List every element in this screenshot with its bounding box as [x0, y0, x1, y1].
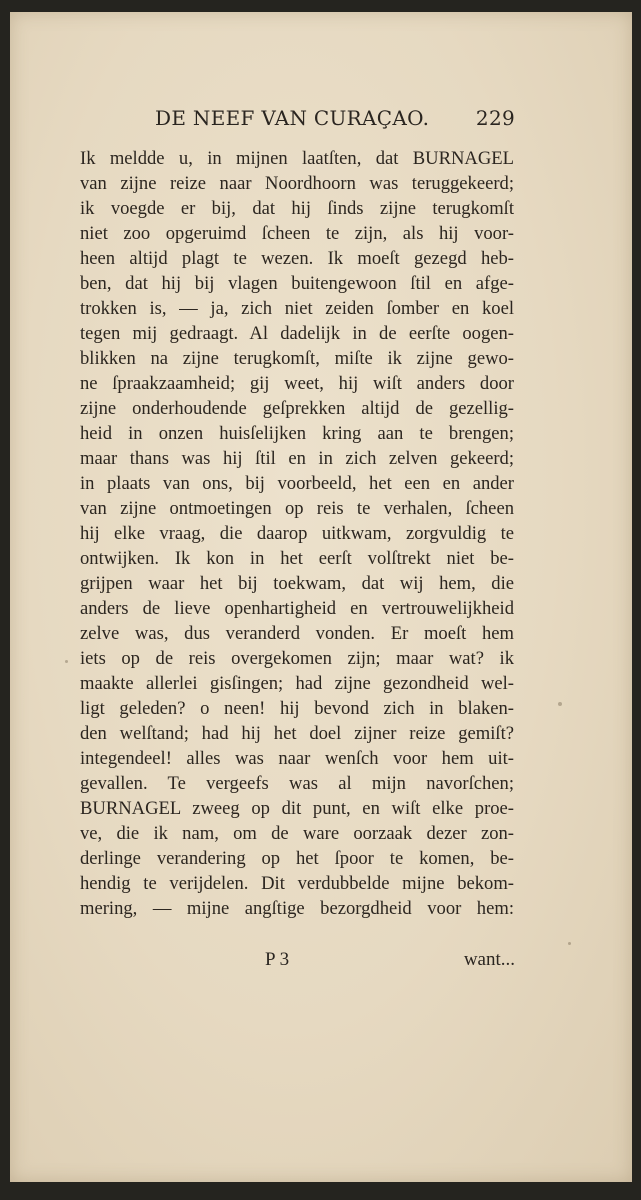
- text-line: iets op de reis overgekomen zijn; maar wat? ik: [80, 648, 514, 669]
- text-line: derlinge verandering op het ſpoor te komen, be-: [80, 848, 514, 869]
- text-line: blikken na zijne terugkomſt, miſte ik zijne gewo-: [80, 348, 514, 369]
- text-line: ve, die ik nam, om de ware oorzaak dezer zon-: [80, 823, 514, 844]
- text-line: heen altijd plagt te wezen. Ik moeſt gezegd heb-: [80, 248, 514, 269]
- text-line: ligt geleden? o neen! hij bevond zich in blaken-: [80, 698, 514, 719]
- text-line: ontwijken. Ik kon in het eerſt volſtrekt niet be-: [80, 548, 514, 569]
- paper-foxing-spot: [65, 660, 68, 663]
- page-number: 229: [475, 106, 515, 130]
- body-text: [80, 146, 514, 921]
- text-line: trokken is, — ja, zich niet zeiden ſomber en koel: [80, 298, 514, 319]
- text-line: heid in onzen huisſelijken kring aan te brengen;: [80, 423, 514, 444]
- text-line: maar thans was hij ſtil en in zich zelven gekeerd;: [80, 448, 514, 469]
- text-line: Ik meldde u, in mijnen laatſten, dat BURNAGEL: [80, 148, 514, 169]
- text-line: ne ſpraakzaamheid; gij weet, hij wiſt anders door: [80, 373, 514, 394]
- text-line: tegen mij gedraagt. Al dadelijk in de eerſte oogen-: [80, 323, 514, 344]
- text-line: mering, — mijne angſtige bezorgdheid voor hem:: [80, 898, 514, 919]
- text-line: BURNAGEL zweeg op dit punt, en wiſt elke proe-: [80, 798, 514, 819]
- text-line: zelve was, dus veranderd vonden. Er moeſt hem: [80, 623, 514, 644]
- text-line: ik voegde er bij, dat hij ſinds zijne terugkomſt: [80, 198, 514, 219]
- text-line: gevallen. Te vergeefs was al mijn navorſchen;: [80, 773, 514, 794]
- text-line: anders de lieve openhartigheid en vertrouwelijkheid: [80, 598, 514, 619]
- paper-foxing-spot: [558, 702, 562, 706]
- text-line: zijne onderhoudende geſprekken altijd de gezellig-: [80, 398, 514, 419]
- running-title: DE NEEF VAN CURAÇAO.: [155, 106, 430, 130]
- text-line: integendeel! alles was naar wenſch voor hem uit-: [80, 748, 514, 769]
- catchword: want...: [463, 949, 515, 970]
- paper-foxing-spot: [568, 942, 571, 945]
- text-line: grijpen waar het bij toekwam, dat wij hem, die: [80, 573, 514, 594]
- text-line: ben, dat hij bij vlagen buitengewoon ſtil en afge-: [80, 273, 514, 294]
- signature-mark: P 3: [265, 949, 290, 970]
- text-line: hendig te verijdelen. Dit verdubbelde mijne bekom-: [80, 873, 514, 894]
- text-line: hij elke vraag, die daarop uitkwam, zorgvuldig te: [80, 523, 514, 544]
- text-line: niet zoo opgeruimd ſcheen te zijn, als hij voor-: [80, 223, 514, 244]
- text-line: in plaats van ons, bij voorbeeld, het een en ander: [80, 473, 514, 494]
- text-line: van zijne reize naar Noordhoorn was teruggekeerd;: [80, 173, 514, 194]
- text-line: den welſtand; had hij het doel zijner reize gemiſt?: [80, 723, 514, 744]
- text-line: van zijne ontmoetingen op reis te verhalen, ſcheen: [80, 498, 514, 519]
- text-line: maakte allerlei gisſingen; had zijne gezondheid wel-: [80, 673, 514, 694]
